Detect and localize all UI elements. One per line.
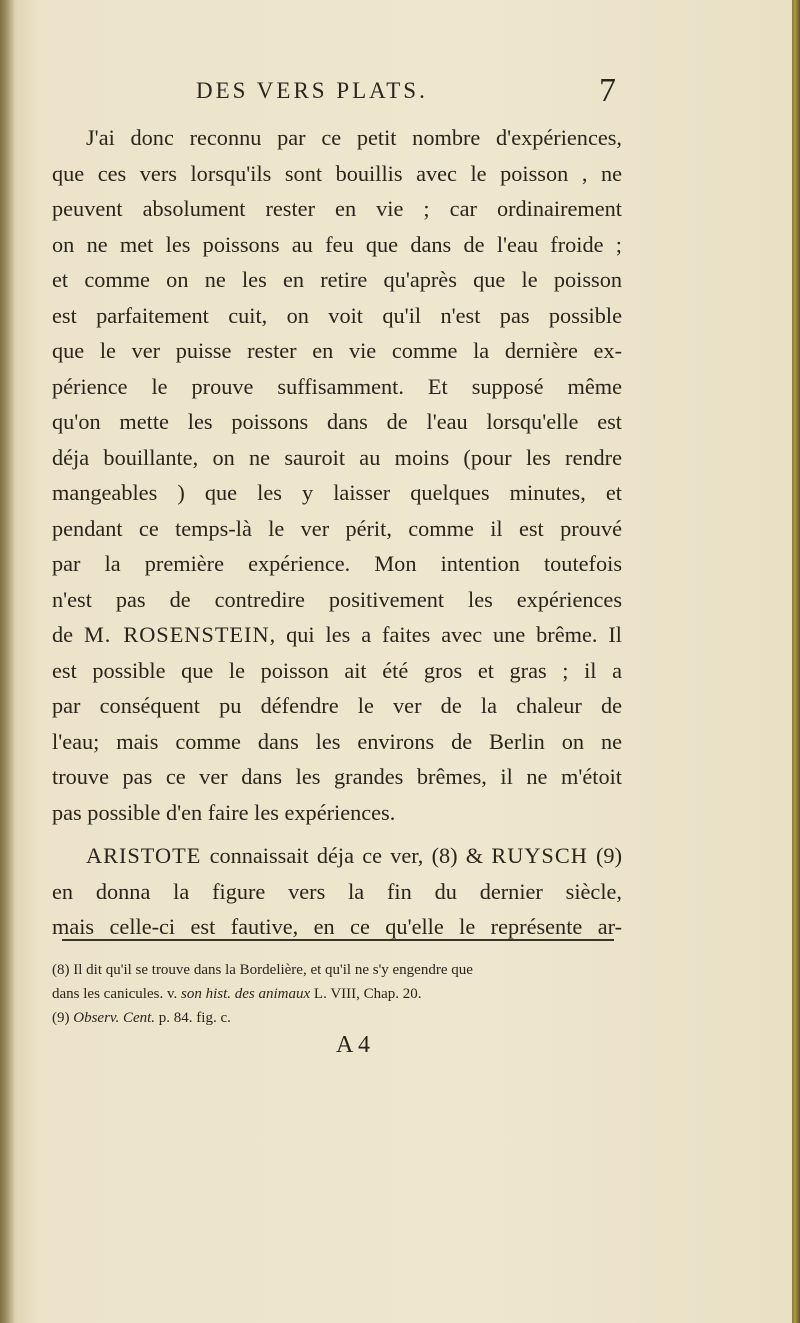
footnote-rule (62, 939, 614, 941)
binding-gutter (0, 0, 14, 1323)
running-head (196, 74, 616, 114)
footnotes (52, 958, 622, 1030)
text-line: mangeables ) que les y laisser quelques minutes, et (52, 480, 622, 505)
text-line: peuvent absolument rester en vie ; car ordinairement (52, 196, 622, 221)
text-line: J'ai donc reconnu par ce petit nombre d'expériences, (86, 125, 622, 150)
text-line: par conséquent pu défendre le ver de la chaleur de (52, 693, 622, 718)
author-name-ruysch: RUYSCH (491, 843, 588, 868)
text-line-aristote: ARISTOTE connaissait déja ce ver, (8) & RUYSCH (9) (86, 843, 623, 868)
footnote-8-line-2: dans les canicules. v. son hist. des animaux L. VIII, Chap. 20. (52, 986, 422, 1002)
text-line: est possible que le poisson ait été gros et gras ; il a (52, 657, 622, 683)
text-line: pas possible d'en faire les expériences. (52, 799, 396, 825)
text-line: n'est pas de contredire positivement les expériences (52, 586, 622, 612)
text-line: en donna la figure vers la fin du dernier siècle, (52, 878, 622, 904)
paragraph-1 (52, 120, 622, 830)
page-number: 7 (599, 72, 616, 109)
text-line: l'eau; mais comme dans les environs de Berlin on ne (52, 728, 622, 754)
text-line: et comme on ne les en retire qu'après que le poisson (52, 267, 622, 292)
text-line: périence le prouve suffisamment. Et supposé même (52, 373, 622, 399)
text-line: trouve pas ce ver dans les grandes brêmes, il ne m'étoit (52, 764, 622, 789)
text-line: que le ver puisse rester en vie comme la dernière ex- (52, 338, 622, 363)
page-edge (792, 0, 800, 1323)
main-text (52, 120, 622, 945)
text-line: déja bouillante, on ne sauroit au moins (pour les rendre (52, 444, 622, 470)
paragraph-2 (52, 838, 622, 945)
text-line: que ces vers lorsqu'ils sont bouillis avec le poisson , ne (52, 160, 622, 186)
text-line: on ne met les poissons au feu que dans de l'eau froide ; (52, 231, 622, 257)
author-name-rosenstein: M. ROSENSTEIN (83, 622, 270, 647)
running-title: DES VERS PLATS. (196, 78, 428, 103)
footnote-8-line-1: (8) Il dit qu'il se trouve dans la Bordelière, et qu'il ne s'y engendre que (52, 962, 473, 978)
text-line: est parfaitement cuit, on voit qu'il n'est pas possible (52, 302, 622, 328)
text-line: par la première expérience. Mon intention toutefois (52, 551, 622, 576)
text-line-rosenstein: de M. ROSENSTEIN, qui les a faites avec une brême. Il (52, 622, 622, 647)
footnote-9: (9) Observ. Cent. p. 84. fig. c. (52, 1010, 231, 1026)
text-line: pendant ce temps-là le ver périt, comme il est prouvé (52, 515, 622, 541)
text-line: qu'on mette les poissons dans de l'eau lorsqu'elle est (52, 409, 622, 434)
text-line: mais celle-ci est fautive, en ce qu'elle le représente ar- (52, 914, 622, 939)
signature-mark: A 4 (336, 1032, 371, 1058)
author-name-aristote: ARISTOTE (86, 843, 202, 868)
